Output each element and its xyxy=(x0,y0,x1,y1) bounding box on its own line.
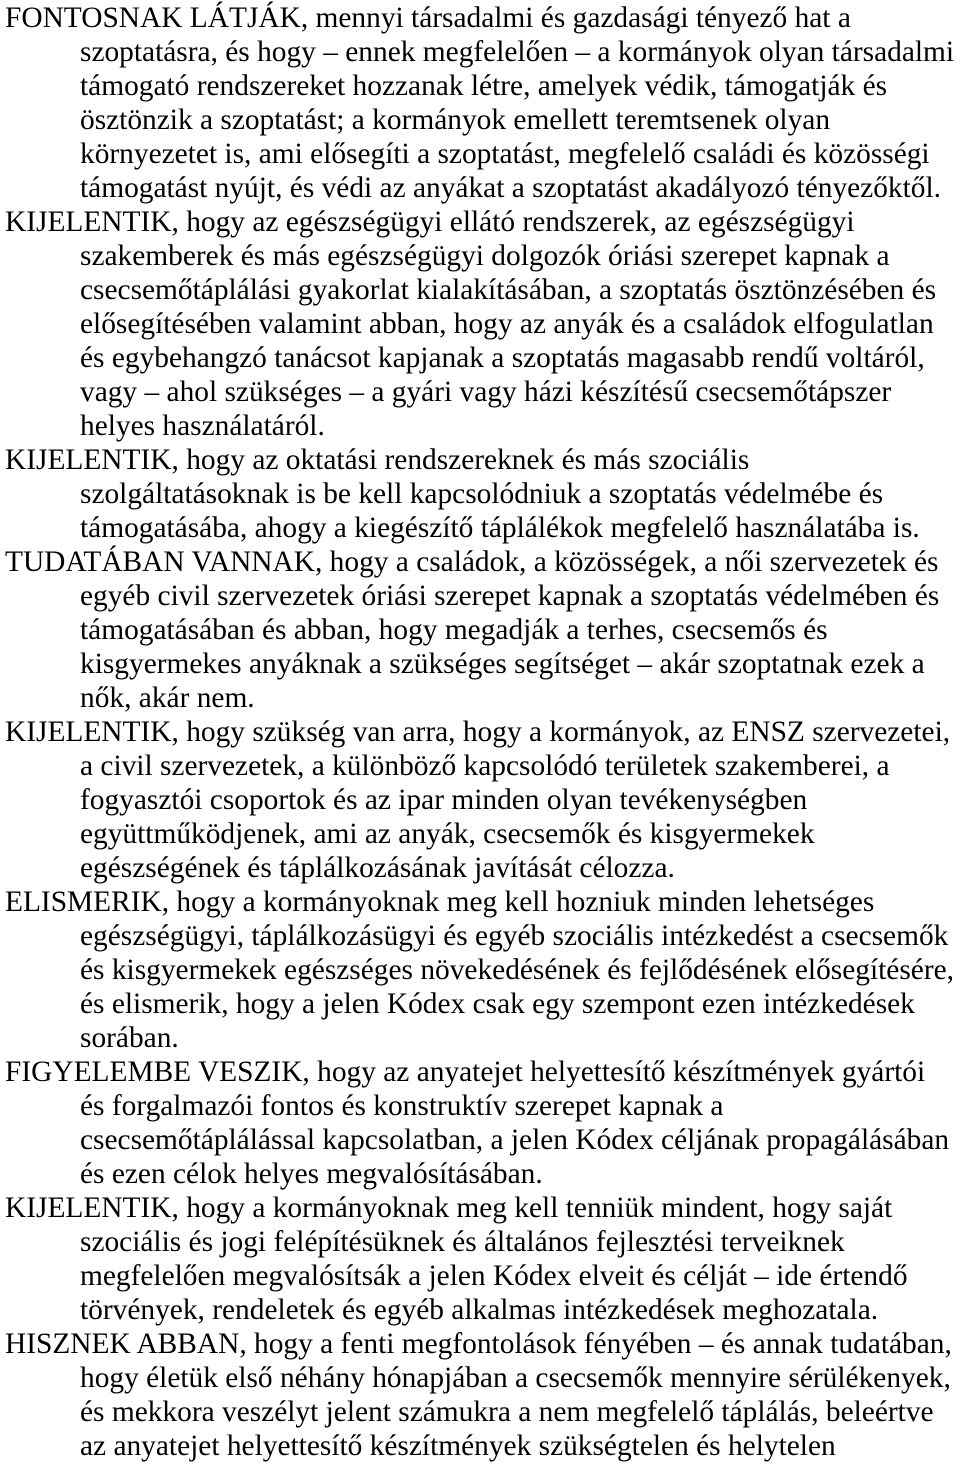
paragraph-lead-line: KIJELENTIK, hogy az egészségügyi ellátó rendszerek, az egészségügyi xyxy=(5,206,855,238)
paragraph-line: csecsemőtáplálási gyakorlat kialakításában, a szoptatás ösztönzésében és xyxy=(80,274,937,306)
paragraph xyxy=(0,715,960,885)
paragraph-line: a civil szervezetek, a különböző kapcsolódó területek szakemberei, a xyxy=(80,750,890,782)
paragraph xyxy=(0,205,960,443)
paragraph-line: fogyasztói csoportok és az ipar minden olyan tevékenységben xyxy=(80,784,808,816)
paragraph-line: és kisgyermekek egészséges növekedésének és fejlődésének elősegítésére, xyxy=(80,954,955,986)
paragraph xyxy=(0,443,960,545)
paragraph-line: megfelelően megvalósítsák a jelen Kódex elveit és célját – ide értendő xyxy=(80,1260,908,1292)
paragraph-line: nők, akár nem. xyxy=(80,682,255,714)
paragraph-line: törvények, rendeletek és egyéb alkalmas intézkedések meghozatala. xyxy=(80,1294,879,1326)
paragraph-line: és mekkora veszélyt jelent számukra a nem megfelelő táplálás, beleértve xyxy=(80,1396,934,1428)
paragraph-lead-line: FONTOSNAK LÁTJÁK, mennyi társadalmi és gazdasági tényező hat a xyxy=(5,2,851,34)
paragraph-line: szakemberek és más egészségügyi dolgozók óriási szerepet kapnak a xyxy=(80,240,890,272)
paragraph-lead-line: FIGYELEMBE VESZIK, hogy az anyatejet helyettesítő készítmények gyártói xyxy=(5,1056,926,1088)
paragraph-line: az anyatejet helyettesítő készítmények szükségtelen és helytelen xyxy=(80,1430,836,1462)
paragraph-line: támogató rendszereket hozzanak létre, amelyek védik, támogatják és xyxy=(80,70,888,102)
paragraph-line: vagy – ahol szükséges – a gyári vagy házi készítésű csecsemőtápszer xyxy=(80,376,892,408)
paragraph-line: kisgyermekes anyáknak a szükséges segítséget – akár szoptatnak ezek a xyxy=(80,648,925,680)
paragraph-line: helyes használatáról. xyxy=(80,410,325,442)
paragraph-line: hogy életük első néhány hónapjában a csecsemők mennyire sérülékenyek, xyxy=(80,1362,951,1394)
paragraph xyxy=(0,545,960,715)
paragraph-line: szociális és jogi felépítésüknek és általános fejlesztési terveiknek xyxy=(80,1226,845,1258)
paragraph-line: egészségének és táplálkozásának javítását célozza. xyxy=(80,852,675,884)
paragraph-line: és forgalmazói fontos és konstruktív szerepet kapnak a xyxy=(80,1090,724,1122)
paragraph-lead-line: HISZNEK ABBAN, hogy a fenti megfontolások fényében – és annak tudatában, xyxy=(5,1328,952,1360)
paragraph xyxy=(0,1,960,205)
paragraph-lead-line: KIJELENTIK, hogy a kormányoknak meg kell tenniük mindent, hogy saját xyxy=(5,1192,893,1224)
paragraph xyxy=(0,1191,960,1327)
paragraph-line: csecsemőtáplálással kapcsolatban, a jelen Kódex céljának propagálásában xyxy=(80,1124,950,1156)
document-body xyxy=(0,1,960,1463)
paragraph xyxy=(0,1327,960,1463)
paragraph-lead-line: ELISMERIK, hogy a kormányoknak meg kell hozniuk minden lehetséges xyxy=(5,886,875,918)
paragraph-line: elősegítésében valamint abban, hogy az anyák és a családok elfogulatlan xyxy=(80,308,934,340)
paragraph-lead-line: KIJELENTIK, hogy szükség van arra, hogy a kormányok, az ENSZ szervezetei, xyxy=(5,716,951,748)
paragraph-line: egészségügyi, táplálkozásügyi és egyéb szociális intézkedést a csecsemők xyxy=(80,920,949,952)
paragraph xyxy=(0,1055,960,1191)
paragraph-line: támogatásában és abban, hogy megadják a terhes, csecsemős és xyxy=(80,614,828,646)
paragraph-line: sorában. xyxy=(80,1022,179,1054)
paragraph-line: egyéb civil szervezetek óriási szerepet kapnak a szoptatás védelmében és xyxy=(80,580,940,612)
paragraph-line: és egybehangzó tanácsot kapjanak a szoptatás magasabb rendű voltáról, xyxy=(80,342,925,374)
paragraph-line: támogatásába, ahogy a kiegészítő táplálékok megfelelő használatába is. xyxy=(80,512,920,544)
paragraph-lead-line: TUDATÁBAN VANNAK, hogy a családok, a közösségek, a női szervezetek és xyxy=(5,546,939,578)
paragraph-line: szoptatásra, és hogy – ennek megfelelően – a kormányok olyan társadalmi xyxy=(80,36,955,68)
paragraph-line: környezetet is, ami elősegíti a szoptatást, megfelelő családi és közösségi xyxy=(80,138,930,170)
paragraph-line: és elismerik, hogy a jelen Kódex csak egy szempont ezen intézkedések xyxy=(80,988,915,1020)
paragraph-line: és ezen célok helyes megvalósításában. xyxy=(80,1158,543,1190)
paragraph-line: ösztönzik a szoptatást; a kormányok emellett teremtsenek olyan xyxy=(80,104,831,136)
paragraph-line: együttműködjenek, ami az anyák, csecsemők és kisgyermekek xyxy=(80,818,815,850)
paragraph-line: támogatást nyújt, és védi az anyákat a szoptatást akadályozó tényezőktől. xyxy=(80,172,941,204)
paragraph-line: szolgáltatásoknak is be kell kapcsolódniuk a szoptatás védelmébe és xyxy=(80,478,884,510)
paragraph-lead-line: KIJELENTIK, hogy az oktatási rendszereknek és más szociális xyxy=(5,444,750,476)
paragraph xyxy=(0,885,960,1055)
